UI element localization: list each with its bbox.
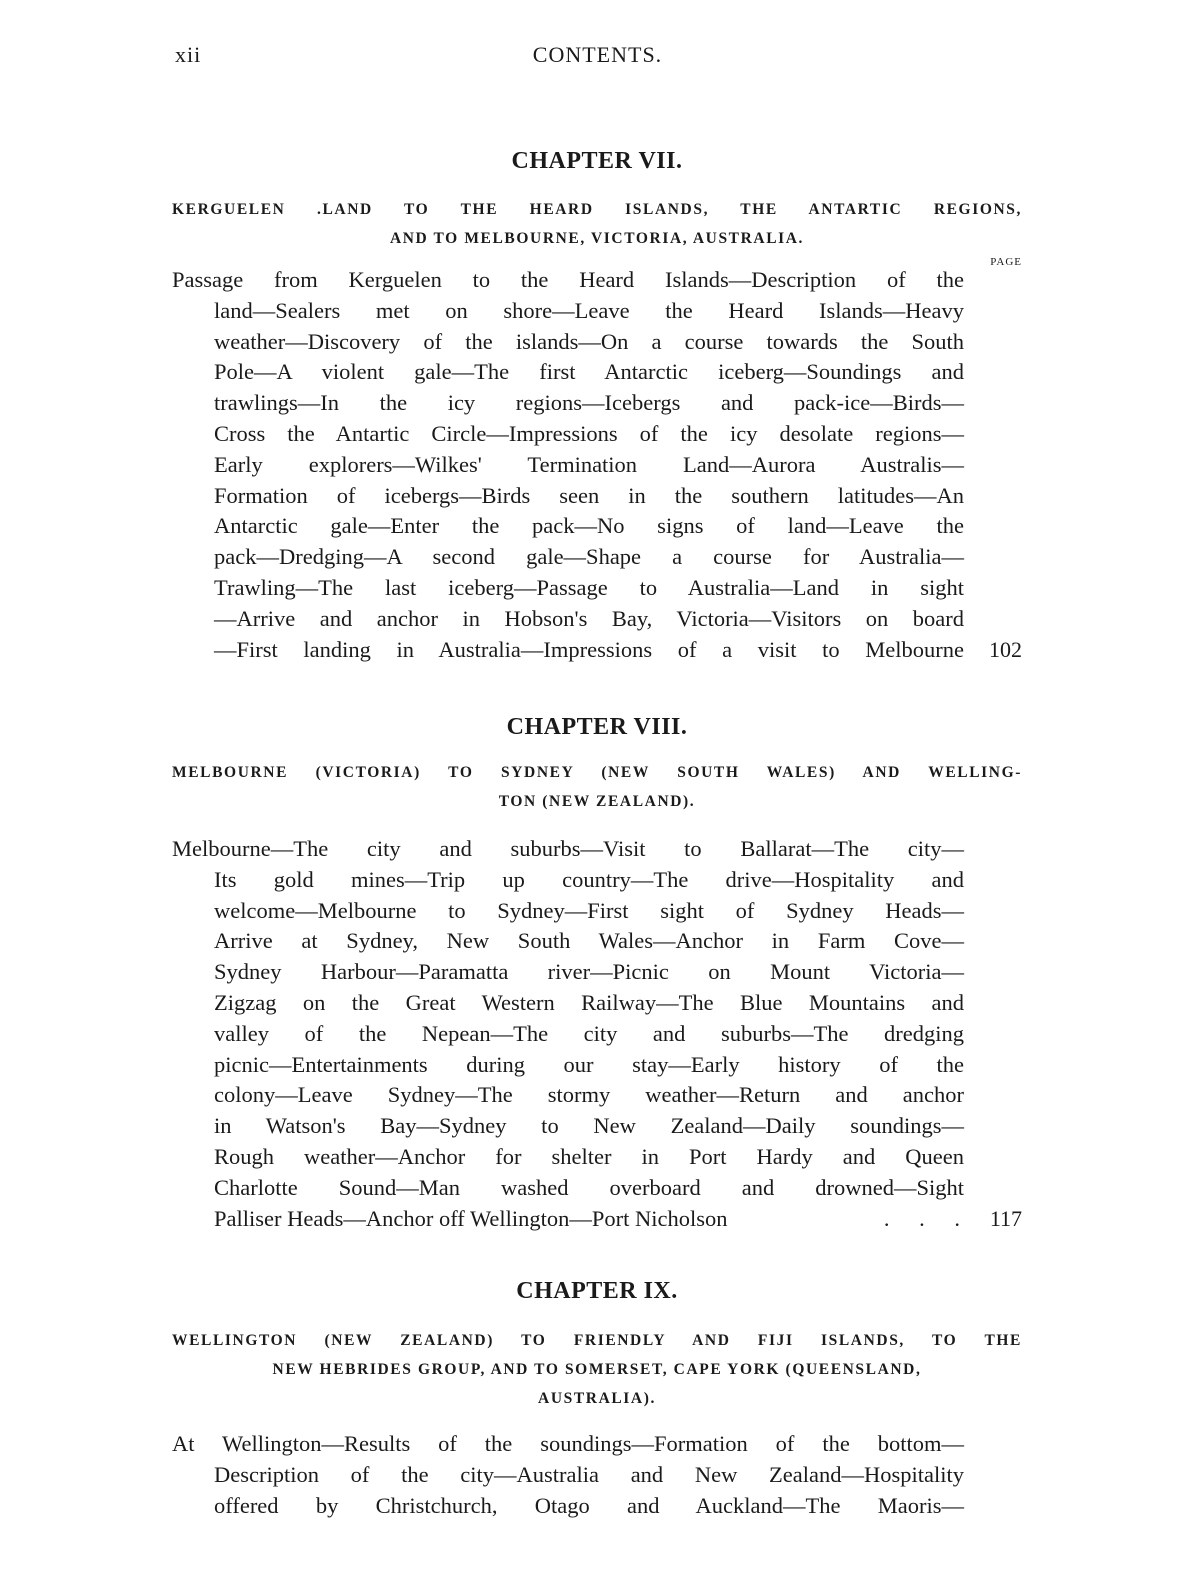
chapter-synopsis (172, 834, 1022, 1234)
synopsis-line: Charlotte Sound—Man washed overboard and drowned—Sight (214, 1174, 964, 1200)
synopsis-line: Description of the city—Australia and New Zealand—Hospitality (214, 1461, 964, 1487)
chapter-8 (172, 712, 1022, 1234)
synopsis-line: land—Sealers met on shore—Leave the Heard Islands—Heavy (214, 297, 964, 323)
chapter-subtitle (172, 1326, 1022, 1413)
synopsis-line: trawlings—In the icy regions—Icebergs and pack-ice—Birds— (214, 390, 964, 416)
subtitle-line: WELLINGTON (NEW ZEALAND) TO FRIENDLY AND FIJI ISLANDS, TO THE (172, 1332, 1022, 1349)
synopsis-line: valley of the Nepean—The city and suburbs—The dredging (214, 1020, 964, 1046)
running-head (175, 42, 1020, 72)
chapter-title: CHAPTER VII. (511, 148, 683, 174)
synopsis-line: in Watson's Bay—Sydney to New Zealand—Daily soundings— (214, 1113, 964, 1139)
page-number: xii (175, 42, 202, 67)
synopsis-line: Arrive at Sydney, New South Wales—Anchor in Farm Cove— (214, 928, 964, 954)
page-reference: 117 (989, 1205, 1022, 1231)
synopsis-line: Trawling—The last iceberg—Passage to Australia—Land in sight (214, 574, 964, 600)
subtitle-line: NEW HEBRIDES GROUP, AND TO SOMERSET, CAPE YORK (QUEENSLAND, (272, 1361, 922, 1378)
synopsis-line: pack—Dredging—A second gale—Shape a course for Australia— (214, 544, 964, 570)
synopsis-line: At Wellington—Results of the soundings—Formation of the bottom— (172, 1431, 964, 1456)
synopsis-line: weather—Discovery of the islands—On a course towards the South (214, 328, 964, 354)
synopsis-line: welcome—Melbourne to Sydney—First sight of Sydney Heads— (214, 897, 964, 923)
chapter-title: CHAPTER IX. (516, 1278, 678, 1304)
page-column-label: PAGE (990, 256, 1022, 268)
synopsis-line: Melbourne—The city and suburbs—Visit to Ballarat—The city— (172, 836, 964, 861)
synopsis-line: —First landing in Australia—Impressions of a visit to Melbourne (214, 636, 964, 662)
synopsis-line: Passage from Kerguelen to the Heard Islands—Description of the (172, 267, 964, 292)
chapter-9 (172, 1276, 1022, 1521)
chapter-7 (172, 146, 1022, 665)
synopsis-line: colony—Leave Sydney—The stormy weather—Return and anchor (214, 1082, 964, 1108)
chapter-synopsis (172, 1429, 1022, 1521)
subtitle-line: AND TO MELBOURNE, VICTORIA, AUSTRALIA. (389, 230, 805, 247)
synopsis-line: Pole—A violent gale—The first Antarctic iceberg—Soundings and (214, 359, 964, 385)
subtitle-line: TON (NEW ZEALAND). (498, 793, 696, 810)
synopsis-line: Sydney Harbour—Paramatta river—Picnic on Mount Victoria— (214, 959, 964, 985)
synopsis-line: Early explorers—Wilkes' Termination Land—Aurora Australis— (214, 451, 964, 477)
synopsis-line: Palliser Heads—Anchor off Wellington—Port Nicholson (214, 1205, 728, 1231)
page-reference: 102 (989, 636, 1022, 662)
chapter-synopsis (172, 265, 1022, 665)
synopsis-line: —Arrive and anchor in Hobson's Bay, Victoria—Visitors on board (214, 605, 964, 631)
subtitle-line: MELBOURNE (VICTORIA) TO SYDNEY (NEW SOUTH WALES) AND WELLING- (172, 764, 1022, 781)
chapter-subtitle (172, 195, 1022, 253)
synopsis-line: Formation of icebergs—Birds seen in the southern latitudes—An (214, 482, 964, 508)
synopsis-line: Antarctic gale—Enter the pack—No signs of land—Leave the (214, 513, 964, 539)
subtitle-line: AUSTRALIA). (538, 1390, 656, 1407)
synopsis-line: offered by Christchurch, Otago and Auckland—The Maoris— (214, 1492, 964, 1518)
running-title: CONTENTS. (532, 42, 663, 67)
synopsis-line: Rough weather—Anchor for shelter in Port Hardy and Queen (214, 1143, 964, 1169)
dot-leader: . . . (883, 1205, 972, 1231)
subtitle-line: KERGUELEN .LAND TO THE HEARD ISLANDS, THE ANTARTIC REGIONS, (172, 201, 1022, 218)
synopsis-line: Its gold mines—Trip up country—The drive—Hospitality and (214, 866, 964, 892)
synopsis-line: picnic—Entertainments during our stay—Early history of the (214, 1051, 964, 1077)
synopsis-line: Zigzag on the Great Western Railway—The Blue Mountains and (214, 989, 964, 1015)
chapter-subtitle (172, 758, 1022, 816)
synopsis-line: Cross the Antartic Circle—Impressions of the icy desolate regions— (214, 420, 964, 446)
chapter-title: CHAPTER VIII. (506, 714, 688, 740)
